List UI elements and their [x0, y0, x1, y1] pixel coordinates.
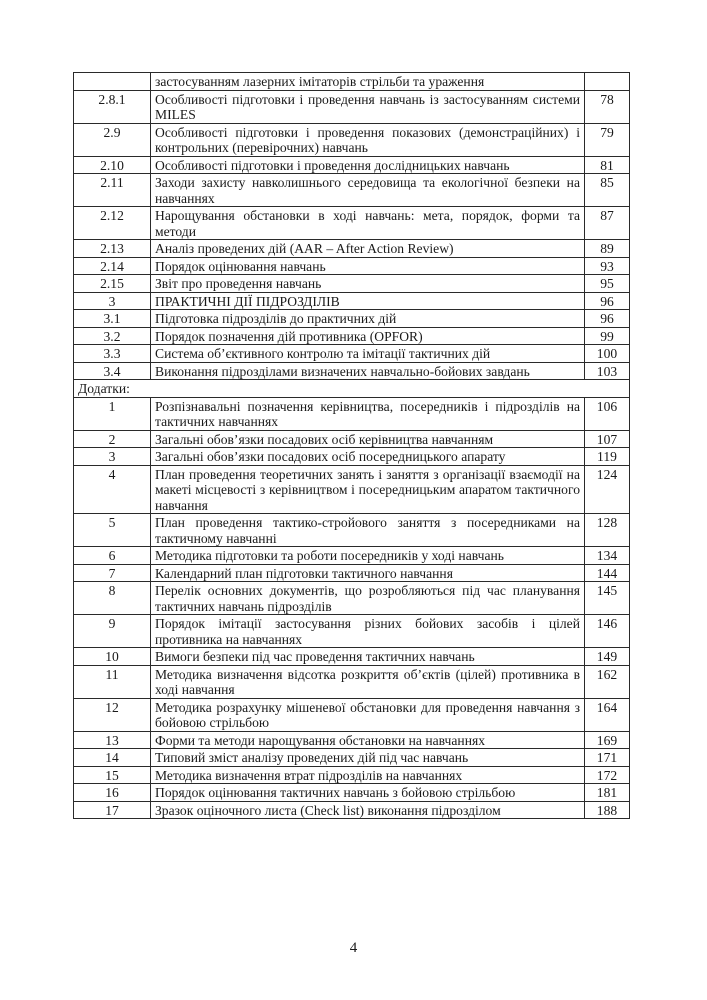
toc-row [74, 430, 630, 448]
toc-entry-page: 93 [585, 257, 630, 275]
toc-entry-number [74, 73, 151, 91]
toc-entry-number: 2.14 [74, 257, 151, 275]
toc-entry-number: 11 [74, 665, 151, 698]
toc-entry-title: ПРАКТИЧНІ ДІЇ ПІДРОЗДІЛІВ [151, 292, 585, 310]
toc-entry-number: 3.4 [74, 362, 151, 380]
toc-entry-title: Нарощування обстановки в ході навчань: мета, порядок, форми та методи [151, 207, 585, 240]
toc-entry-number: 13 [74, 731, 151, 749]
toc-entry-title: Порядок оцінювання тактичних навчань з бойовою стрільбою [151, 784, 585, 802]
toc-entry-page: 81 [585, 156, 630, 174]
toc-entry-title: Зразок оціночного листа (Check list) виконання підрозділом [151, 801, 585, 819]
toc-entry-title: Особливості підготовки і проведення показових (демонстраційних) і контрольних (перевірочних) навчань [151, 123, 585, 156]
toc-entry-title: Розпізнавальні позначення керівництва, посередників і підрозділів на тактичних навчаннях [151, 397, 585, 430]
toc-row [74, 207, 630, 240]
appendix-header-row [74, 380, 630, 398]
toc-row [74, 731, 630, 749]
toc-entry-number: 8 [74, 582, 151, 615]
toc-entry-number: 16 [74, 784, 151, 802]
toc-entry-number: 5 [74, 514, 151, 547]
toc-row [74, 465, 630, 514]
toc-entry-title: застосуванням лазерних імітаторів стрільби та ураження [151, 73, 585, 91]
toc-row [74, 648, 630, 666]
toc-entry-number: 3 [74, 292, 151, 310]
toc-entry-page: 181 [585, 784, 630, 802]
toc-entry-number: 2.15 [74, 275, 151, 293]
toc-entry-title: План проведення теоретичних занять і заняття з організації взаємодії на макеті місцевості з керівництвом і посередницьким апаратом тактичного навчання [151, 465, 585, 514]
toc-row [74, 73, 630, 91]
appendix-label: Додатки: [74, 380, 630, 398]
toc-row [74, 310, 630, 328]
toc-entry-number: 2.13 [74, 240, 151, 258]
toc-row [74, 784, 630, 802]
toc-entry-page: 96 [585, 310, 630, 328]
toc-entry-page: 78 [585, 90, 630, 123]
toc-entry-page: 107 [585, 430, 630, 448]
toc-entry-number: 2.12 [74, 207, 151, 240]
toc-row [74, 448, 630, 466]
toc-row [74, 240, 630, 258]
toc-entry-number: 4 [74, 465, 151, 514]
toc-entry-page: 95 [585, 275, 630, 293]
toc-entry-number: 17 [74, 801, 151, 819]
toc-entry-title: Аналіз проведених дій (AAR – After Action Review) [151, 240, 585, 258]
toc-body [74, 73, 630, 819]
toc-row [74, 362, 630, 380]
toc-entry-page: 172 [585, 766, 630, 784]
toc-row [74, 801, 630, 819]
toc-entry-page: 119 [585, 448, 630, 466]
toc-entry-title: Особливості підготовки і проведення дослідницьких навчань [151, 156, 585, 174]
toc-entry-page: 99 [585, 327, 630, 345]
toc-entry-page: 100 [585, 345, 630, 363]
toc-entry-page [585, 73, 630, 91]
toc-row [74, 615, 630, 648]
toc-entry-page: 188 [585, 801, 630, 819]
toc-row [74, 345, 630, 363]
page-number: 4 [349, 940, 358, 956]
toc-entry-title: Загальні обов’язки посадових осіб керівництва навчанням [151, 430, 585, 448]
toc-entry-title: Система об’єктивного контролю та імітації тактичних дій [151, 345, 585, 363]
toc-entry-page: 85 [585, 174, 630, 207]
toc-entry-title: Заходи захисту навколишнього середовища та екологічної безпеки на навчаннях [151, 174, 585, 207]
toc-entry-page: 162 [585, 665, 630, 698]
toc-entry-number: 6 [74, 547, 151, 565]
toc-row [74, 90, 630, 123]
toc-entry-number: 15 [74, 766, 151, 784]
table-of-contents [73, 72, 630, 819]
toc-entry-page: 134 [585, 547, 630, 565]
toc-entry-title: Вимоги безпеки під час проведення тактичних навчань [151, 648, 585, 666]
toc-entry-page: 87 [585, 207, 630, 240]
toc-entry-page: 124 [585, 465, 630, 514]
toc-entry-page: 171 [585, 749, 630, 767]
toc-entry-title: План проведення тактико-стройового заняття з посередниками на тактичному навчанні [151, 514, 585, 547]
toc-row [74, 397, 630, 430]
toc-entry-number: 2 [74, 430, 151, 448]
toc-entry-number: 3.3 [74, 345, 151, 363]
toc-entry-number: 2.10 [74, 156, 151, 174]
toc-entry-title: Методика визначення відсотка розкриття об’єктів (цілей) противника в ході навчання [151, 665, 585, 698]
toc-row [74, 174, 630, 207]
toc-row [74, 514, 630, 547]
toc-entry-number: 12 [74, 698, 151, 731]
toc-entry-title: Звіт про проведення навчань [151, 275, 585, 293]
toc-entry-title: Порядок позначення дій противника (OPFOR) [151, 327, 585, 345]
toc-entry-title: Загальні обов’язки посадових осіб посередницького апарату [151, 448, 585, 466]
toc-entry-number: 3.2 [74, 327, 151, 345]
toc-row [74, 749, 630, 767]
toc-entry-number: 2.11 [74, 174, 151, 207]
toc-entry-page: 89 [585, 240, 630, 258]
toc-entry-title: Особливості підготовки і проведення навчань із застосуванням системи MILES [151, 90, 585, 123]
toc-entry-page: 149 [585, 648, 630, 666]
toc-entry-page: 106 [585, 397, 630, 430]
toc-row [74, 123, 630, 156]
toc-row [74, 292, 630, 310]
toc-entry-title: Методика визначення втрат підрозділів на навчаннях [151, 766, 585, 784]
toc-row [74, 698, 630, 731]
toc-entry-page: 164 [585, 698, 630, 731]
toc-entry-page: 144 [585, 564, 630, 582]
toc-entry-number: 3 [74, 448, 151, 466]
toc-entry-number: 2.8.1 [74, 90, 151, 123]
toc-entry-number: 2.9 [74, 123, 151, 156]
toc-entry-title: Підготовка підрозділів до практичних дій [151, 310, 585, 328]
toc-entry-title: Виконання підрозділами визначених навчально-бойових завдань [151, 362, 585, 380]
toc-entry-number: 1 [74, 397, 151, 430]
toc-entry-title: Календарний план підготовки тактичного навчання [151, 564, 585, 582]
toc-entry-number: 10 [74, 648, 151, 666]
toc-row [74, 257, 630, 275]
toc-entry-number: 9 [74, 615, 151, 648]
toc-entry-title: Порядок оцінювання навчань [151, 257, 585, 275]
toc-entry-page: 79 [585, 123, 630, 156]
toc-entry-number: 14 [74, 749, 151, 767]
toc-entry-title: Методика розрахунку мішеневої обстановки для проведення навчання з бойовою стрільбою [151, 698, 585, 731]
toc-entry-title: Порядок імітації застосування різних бойових засобів і цілей противника на навчаннях [151, 615, 585, 648]
toc-entry-page: 146 [585, 615, 630, 648]
toc-entry-page: 145 [585, 582, 630, 615]
toc-row [74, 156, 630, 174]
toc-row [74, 582, 630, 615]
toc-entry-page: 96 [585, 292, 630, 310]
toc-row [74, 275, 630, 293]
toc-row [74, 665, 630, 698]
toc-row [74, 547, 630, 565]
toc-entry-page: 103 [585, 362, 630, 380]
toc-entry-page: 128 [585, 514, 630, 547]
toc-row [74, 766, 630, 784]
toc-entry-number: 3.1 [74, 310, 151, 328]
toc-entry-title: Форми та методи нарощування обстановки на навчаннях [151, 731, 585, 749]
toc-entry-title: Типовий зміст аналізу проведених дій під час навчань [151, 749, 585, 767]
toc-row [74, 564, 630, 582]
toc-entry-title: Перелік основних документів, що розробляються під час планування тактичних навчань підрозділів [151, 582, 585, 615]
toc-entry-number: 7 [74, 564, 151, 582]
toc-row [74, 327, 630, 345]
toc-entry-title: Методика підготовки та роботи посередників у ході навчань [151, 547, 585, 565]
toc-entry-page: 169 [585, 731, 630, 749]
